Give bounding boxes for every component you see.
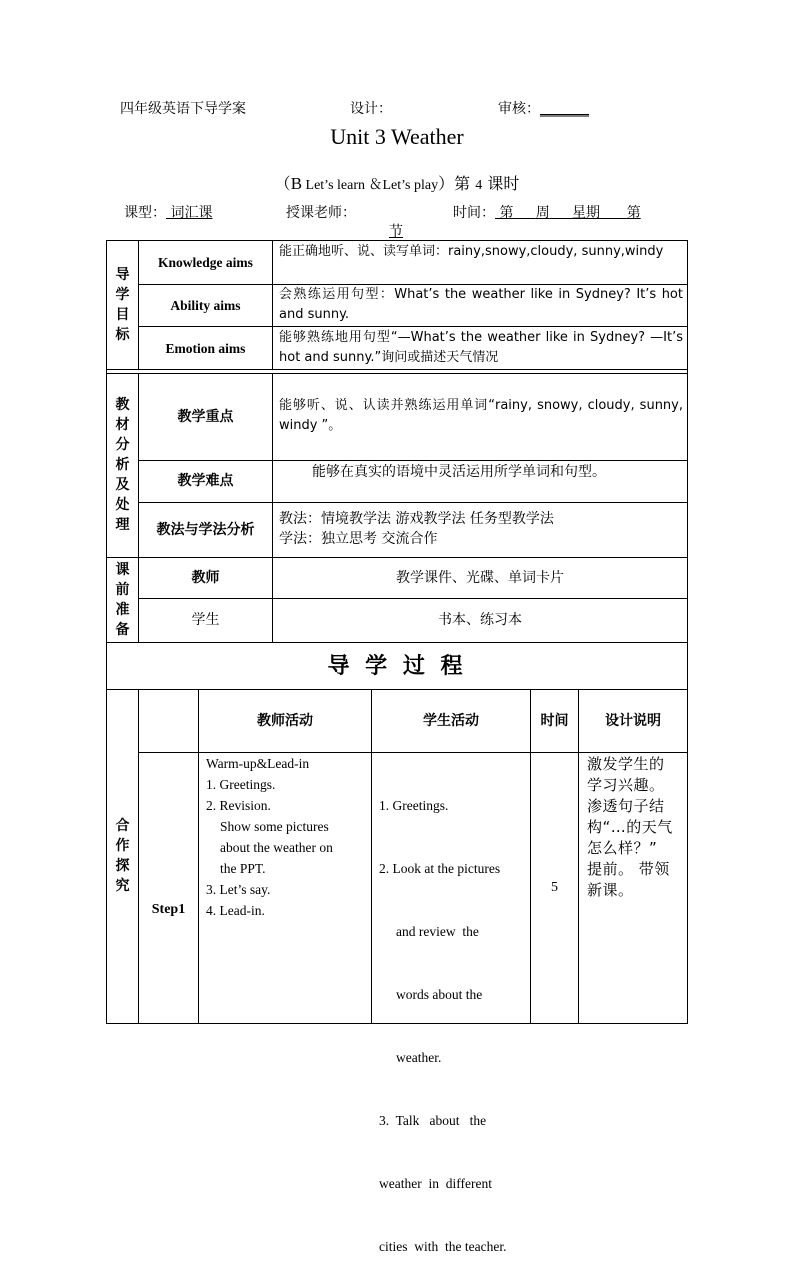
student-activity-line: words about the <box>396 987 483 1002</box>
ability-aims-label: Ability aims <box>170 298 241 313</box>
teacher-activity-line: 4. Lead-in. <box>206 903 265 918</box>
time-blank <box>495 202 661 222</box>
analysis-section-label <box>106 373 139 557</box>
reviewer-blank: _______ <box>540 101 589 117</box>
student-activity-line: 1. Greetings. <box>379 798 449 813</box>
student-activity-line: cities with the teacher. <box>379 1239 507 1254</box>
process-section-char: 究 <box>115 878 130 894</box>
process-section-char: 合 <box>115 818 130 834</box>
aims-section-char: 目 <box>115 306 130 323</box>
prep-section-char: 课 <box>115 561 130 578</box>
type-value-text: 词汇课 <box>170 205 213 221</box>
subtitle-close: ）第 <box>438 174 471 193</box>
emotion-aims-label: Emotion aims <box>165 340 246 356</box>
header-design: 设计说明 <box>605 712 661 729</box>
step-time: 5 <box>551 880 558 895</box>
teacher-activity-line: 3. Let’s say. <box>206 882 271 897</box>
prep-section-char: 准 <box>115 601 130 618</box>
aims-section-char: 标 <box>115 326 130 343</box>
student-activity-content <box>379 753 527 1278</box>
methods-learning: 学法：独立思考 交流合作 <box>279 531 438 547</box>
teacher-label: 授课老师： <box>286 205 356 221</box>
subtitle-open: （ <box>274 174 291 193</box>
prep-teacher-content: 教学课件、光碟、单词卡片 <box>396 569 564 586</box>
process-section-char: 探 <box>115 858 130 874</box>
emotion-aims-content: 能够熟练地用句型“—What’s the weather like in Sydney? —It’s hot and sunny.”询问或描述天气情况 <box>279 330 683 365</box>
analysis-section-char: 处 <box>115 497 130 513</box>
header-student-activity: 学生活动 <box>423 712 479 729</box>
grade-label: 四年级英语下导学案 <box>120 101 246 117</box>
process-section-char: 作 <box>115 838 130 854</box>
header-time: 时间 <box>540 712 569 729</box>
rule <box>106 369 688 370</box>
time-value-1: 第 <box>499 205 514 221</box>
knowledge-aims-label: Knowledge aims <box>158 255 253 270</box>
analysis-section-char: 理 <box>115 517 130 533</box>
key-points-content: 能够听、说、认读并熟练运用单词“rainy, snowy, cloudy, sunny, windy ”。 <box>279 398 683 433</box>
analysis-section-char: 分 <box>115 437 130 453</box>
process-title: 导 学 过 程 <box>327 653 467 679</box>
prep-section-char: 前 <box>115 581 130 598</box>
prep-student-label: 学生 <box>191 612 220 628</box>
analysis-section-char: 材 <box>115 417 130 433</box>
aims-section-label <box>106 240 139 369</box>
prep-teacher-label: 教师 <box>191 569 220 586</box>
subtitle-suffix: 课时 <box>487 174 520 193</box>
prep-section-label <box>106 557 139 642</box>
knowledge-aims-content: 能正确地听、说、读写单词：rainy,snowy,cloudy, sunny,windy <box>279 244 664 259</box>
time-value-2: 周 <box>535 205 550 221</box>
student-activity-line: and review the <box>396 924 479 939</box>
subtitle-num: 4 <box>475 178 483 193</box>
designer-label: 设计： <box>350 101 392 117</box>
prep-section-char: 备 <box>115 621 130 638</box>
student-activity-line: 2. Look at the pictures <box>379 861 501 876</box>
analysis-section-char: 析 <box>115 457 130 473</box>
teacher-activity-line: about the weather on <box>220 840 333 855</box>
student-activity-line: weather. <box>396 1050 442 1065</box>
design-notes-line: 激发学生的 <box>587 755 665 773</box>
process-section-label <box>106 689 139 1023</box>
step-name: Step1 <box>151 902 186 917</box>
design-notes-content <box>587 754 685 901</box>
design-notes-line: 学习兴趣。 <box>587 776 665 794</box>
teacher-activity-line: 1. Greetings. <box>206 777 276 792</box>
aims-section-char: 学 <box>115 286 130 303</box>
design-notes-line: 构“…的天气 <box>587 818 673 836</box>
type-value <box>166 202 264 222</box>
type-field <box>124 202 264 222</box>
teacher-activity-line: Warm-up&Lead-in <box>206 756 310 771</box>
rule <box>272 240 273 369</box>
prep-student-content: 书本、练习本 <box>438 612 522 628</box>
subtitle-b: B <box>290 174 303 193</box>
design-notes-line: 提前。 带领 <box>587 860 670 878</box>
rule <box>687 240 688 1024</box>
reviewer-label-text: 审核： <box>498 101 540 117</box>
teacher-activity-line: 2. Revision. <box>206 798 271 813</box>
teacher-activity-line: the PPT. <box>220 861 266 876</box>
student-activity-line: 3. Talk about the <box>379 1113 487 1128</box>
time-value-5: 节 <box>389 224 403 240</box>
design-notes-line: 渗透句子结 <box>587 797 665 815</box>
time-field <box>453 202 661 222</box>
difficult-points-content: 能够在真实的语境中灵活运用所学单词和句型。 <box>312 464 606 480</box>
aims-section-char: 导 <box>115 266 130 283</box>
time-value-4: 第 <box>626 205 641 221</box>
design-notes-line: 新课。 <box>587 881 634 899</box>
header-teacher-activity: 教师活动 <box>257 712 313 729</box>
time-label: 时间： <box>453 205 495 221</box>
ability-aims-content: 会熟练运用句型：What’s the weather like in Sydney? It’s hot and sunny. <box>279 287 683 322</box>
design-notes-line: 怎么样？” <box>587 839 658 857</box>
time-value-3: 星期 <box>571 205 600 221</box>
teacher-field <box>286 202 428 222</box>
type-label: 课型： <box>124 205 166 221</box>
analysis-section-char: 教 <box>115 397 130 413</box>
page-title: Unit 3 Weather <box>330 124 464 149</box>
lesson-subtitle <box>0 171 794 194</box>
analysis-section-char: 及 <box>115 477 130 493</box>
methods-label: 教法与学法分析 <box>156 521 255 538</box>
reviewer-label <box>498 98 589 118</box>
methods-teaching: 教法：情境教学法 游戏教学法 任务型教学法 <box>279 511 554 527</box>
key-points-label: 教学重点 <box>177 408 234 425</box>
teacher-activity-line: Show some pictures <box>220 819 329 834</box>
difficult-points-label: 教学难点 <box>177 473 234 489</box>
subtitle-lesson: Let’s learn ＆Let’s play <box>302 178 439 193</box>
student-activity-line: weather in different <box>379 1176 492 1191</box>
teacher-activity-content <box>206 753 368 921</box>
